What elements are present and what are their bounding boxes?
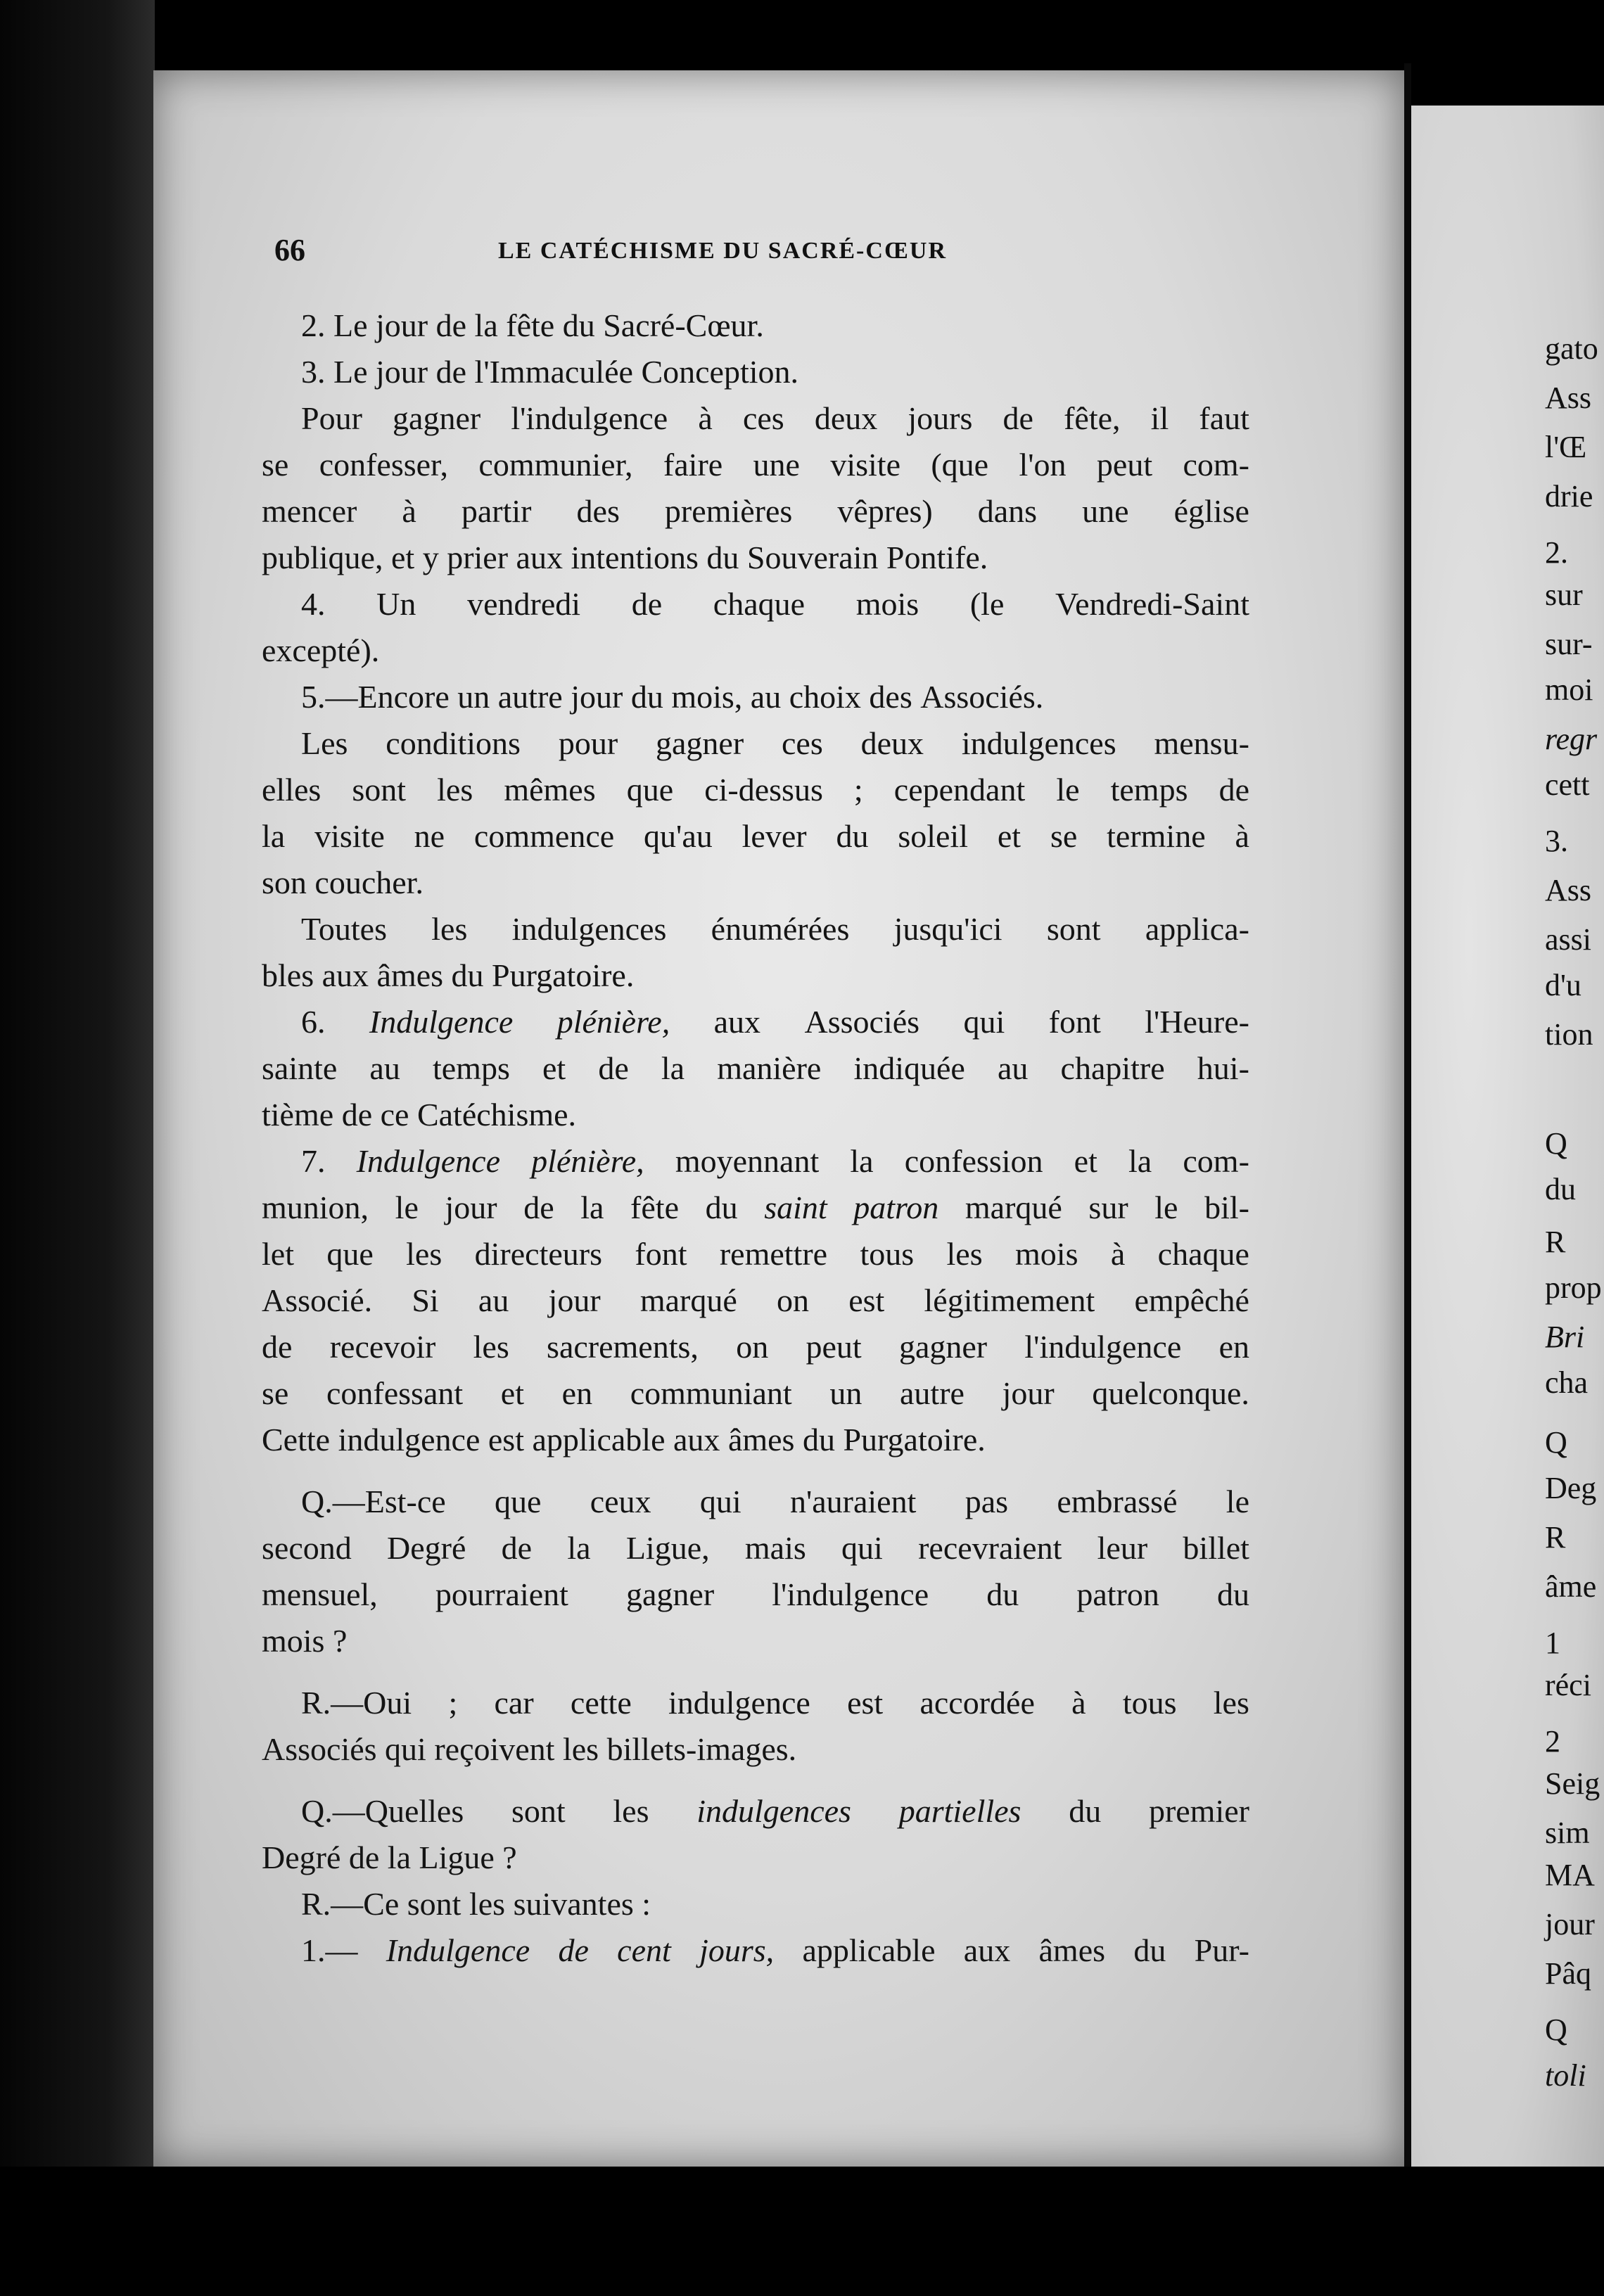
text-line: tième de ce Catéchisme. xyxy=(262,1097,577,1133)
text-line: Q.—Quelles sont les indulgences partielles du premier xyxy=(301,1793,1249,1829)
text-line: 3. Le jour de l'Immaculée Conception. xyxy=(301,354,799,390)
text-line: Associés qui reçoivent les billets-images. xyxy=(262,1731,797,1767)
text-line: se confesser, communier, faire une visite (que l'on peut com- xyxy=(262,447,1249,483)
text-line: let que les directeurs font remettre tous les mois à chaque xyxy=(262,1236,1249,1272)
facing-page-text: Seig xyxy=(1545,1766,1600,1801)
text-line: 5.—Encore un autre jour du mois, au choix des Associés. xyxy=(301,679,1044,715)
facing-page-text: d'u xyxy=(1545,968,1581,1002)
text-line: Pour gagner l'indulgence à ces deux jours de fête, il faut xyxy=(301,400,1249,436)
text-line: Associé. Si au jour marqué on est légitimement empêché xyxy=(262,1282,1249,1318)
text-line: Q.—Est-ce que ceux qui n'auraient pas embrassé le xyxy=(301,1484,1249,1519)
facing-page-text: Deg xyxy=(1545,1471,1597,1505)
facing-page-text: Q xyxy=(1545,2013,1567,2047)
page-number: 66 xyxy=(274,233,305,267)
text-line: son coucher. xyxy=(262,865,424,900)
facing-page-text: âme xyxy=(1545,1569,1597,1604)
facing-page-text: tion xyxy=(1545,1017,1593,1052)
running-title: LE CATÉCHISME DU SACRÉ-CŒUR xyxy=(498,238,948,264)
text-line: mensuel, pourraient gagner l'indulgence du patron du xyxy=(262,1576,1249,1612)
body-text xyxy=(262,302,1249,1974)
text-line: second Degré de la Ligue, mais qui recevraient leur billet xyxy=(262,1530,1249,1566)
text-line: 2. Le jour de la fête du Sacré-Cœur. xyxy=(301,307,764,343)
text-line: publique, et y prier aux intentions du Souverain Pontife. xyxy=(262,540,988,575)
facing-page-text: R xyxy=(1545,1225,1566,1259)
facing-page-text: moi xyxy=(1545,672,1593,707)
facing-page-text: sur xyxy=(1545,578,1583,612)
facing-page-text: l'Œ xyxy=(1545,430,1587,464)
facing-page-text: sur- xyxy=(1545,627,1593,661)
facing-page-text: assi xyxy=(1545,922,1591,957)
page-header xyxy=(274,232,1259,274)
facing-page-fragment xyxy=(1411,106,1604,2202)
facing-page-text: toli xyxy=(1545,2058,1586,2093)
facing-page-text: cett xyxy=(1545,767,1590,802)
text-line: sainte au temps et de la manière indiquée au chapitre hui- xyxy=(262,1050,1249,1086)
facing-page-text: Q xyxy=(1545,1126,1567,1161)
facing-page-text: drie xyxy=(1545,479,1593,514)
text-line: excepté). xyxy=(262,632,380,668)
text-line: 4. Un vendredi de chaque mois (le Vendredi-Saint xyxy=(301,586,1249,622)
facing-page-text: 3. xyxy=(1545,824,1568,858)
facing-page-text: MA xyxy=(1545,1858,1595,1892)
facing-page-text: 2. xyxy=(1545,535,1568,570)
text-line: Degré de la Ligue ? xyxy=(262,1839,517,1875)
page-gutter xyxy=(1404,63,1411,2174)
facing-page-text: cha xyxy=(1545,1365,1589,1400)
facing-page-text: 1 xyxy=(1545,1626,1560,1660)
text-line: 1.— Indulgence de cent jours, applicable aux âmes du Pur- xyxy=(301,1932,1249,1968)
text-line: 7. Indulgence plénière, moyennant la confession et la com- xyxy=(301,1143,1249,1179)
facing-page-text: 2 xyxy=(1545,1724,1560,1759)
facing-page-text: réci xyxy=(1545,1668,1591,1702)
facing-page-text: jour xyxy=(1545,1907,1595,1941)
facing-page-text: Ass xyxy=(1545,381,1592,415)
text-line: munion, le jour de la fête du saint patron marqué sur le bil- xyxy=(262,1190,1249,1225)
facing-page-text: prop xyxy=(1545,1270,1602,1305)
scan-left-margin xyxy=(0,0,155,2296)
scan-bottom-margin xyxy=(0,2167,1604,2296)
text-line: de recevoir les sacrements, on peut gagner l'indulgence en xyxy=(262,1329,1249,1365)
text-line: Les conditions pour gagner ces deux indulgences mensu- xyxy=(301,725,1249,761)
facing-page-text: du xyxy=(1545,1172,1576,1206)
facing-page-text: regr xyxy=(1545,722,1598,756)
facing-page-text: Pâq xyxy=(1545,1956,1591,1991)
text-line: Toutes les indulgences énumérées jusqu'ici sont applica- xyxy=(301,911,1249,947)
text-line: Cette indulgence est applicable aux âmes du Purgatoire. xyxy=(262,1422,986,1458)
text-line: elles sont les mêmes que ci-dessus ; cependant le temps de xyxy=(262,772,1249,808)
facing-page-text: Q xyxy=(1545,1425,1567,1460)
text-line: R.—Oui ; car cette indulgence est accordée à tous les xyxy=(301,1685,1249,1721)
facing-page-text: R xyxy=(1545,1520,1566,1555)
text-line: se confessant et en communiant un autre jour quelconque. xyxy=(262,1375,1249,1411)
facing-page-text: gato xyxy=(1545,331,1598,366)
text-line: bles aux âmes du Purgatoire. xyxy=(262,957,635,993)
text-line: la visite ne commence qu'au lever du soleil et se termine à xyxy=(262,818,1249,854)
facing-page-text: Ass xyxy=(1545,873,1592,907)
facing-page-text: sim xyxy=(1545,1816,1590,1850)
text-line: mois ? xyxy=(262,1623,348,1659)
text-line: mencer à partir des premières vêpres) dans une église xyxy=(262,493,1249,529)
text-line: R.—Ce sont les suivantes : xyxy=(301,1886,651,1922)
text-line: 6. Indulgence plénière, aux Associés qui font l'Heure- xyxy=(301,1004,1249,1040)
facing-page-text: Bri xyxy=(1545,1320,1585,1354)
